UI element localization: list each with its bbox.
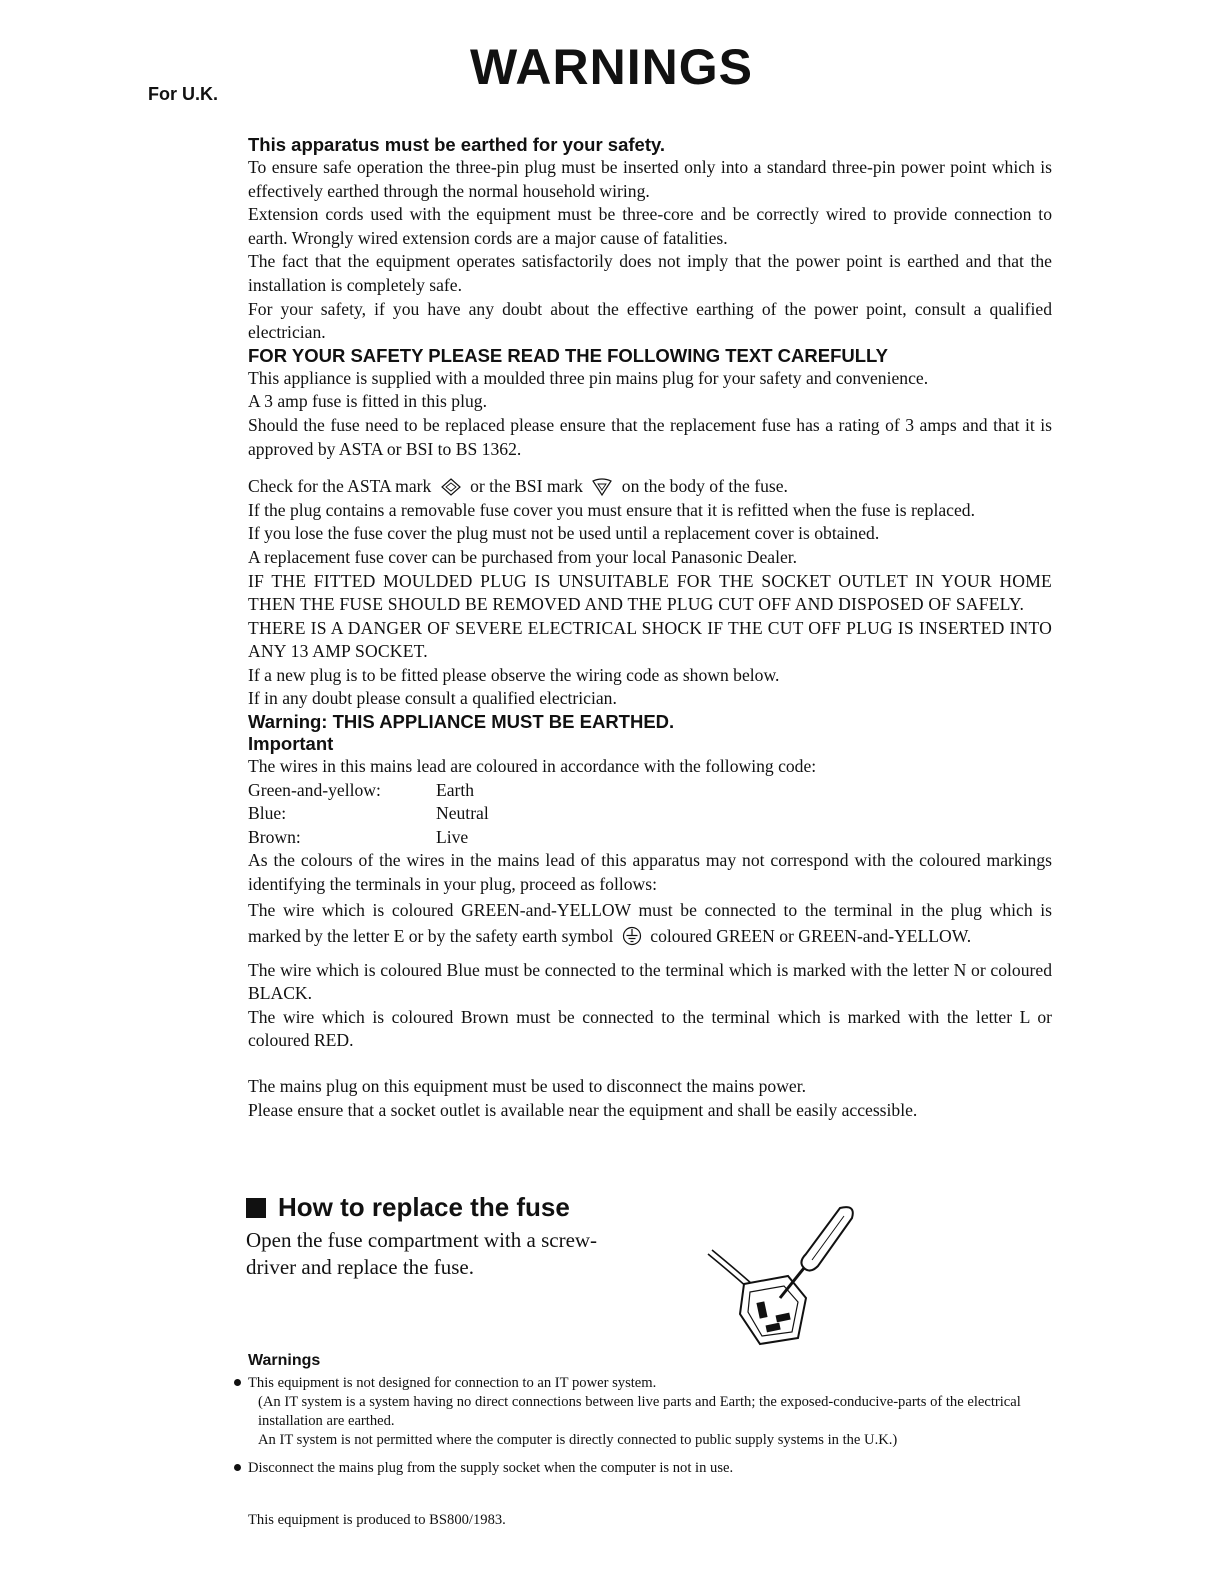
safety-paragraph-9: THERE IS A DANGER OF SEVERE ELECTRICAL SHOCK IF THE CUT OFF PLUG IS INSERTED INTO ANY 13 AMP SOCKET.	[248, 617, 1052, 662]
safety-paragraph-5: If the plug contains a removable fuse cover you must ensure that it is refitted when the fuse is replaced.	[248, 499, 975, 520]
wire-colour: Blue:	[248, 803, 287, 824]
plug-screwdriver-illustration	[700, 1202, 870, 1352]
safety-heading: FOR YOUR SAFETY PLEASE READ THE FOLLOWING TEXT CAREFULLY	[248, 344, 889, 366]
earthed-paragraph-3: The fact that the equipment operates satisfactorily does not imply that the power point is earthed and that the installation is completely safe.	[248, 251, 1052, 295]
check-marks-line	[248, 475, 1052, 499]
safety-paragraph-6: If you lose the fuse cover the plug must not be used until a replacement cover is obtained.	[248, 523, 880, 544]
asta-mark-icon	[440, 478, 462, 496]
wiring-row	[248, 826, 1052, 850]
important-paragraph-4: The wire which is coloured Brown must be connected to the terminal which is marked with the letter L or coloured RED.	[248, 1006, 1052, 1051]
warnings-item-2-text: Disconnect the mains plug from the supply socket when the computer is not in use.	[248, 1460, 734, 1476]
safety-paragraph-8: IF THE FITTED MOULDED PLUG IS UNSUITABLE FOR THE SOCKET OUTLET IN YOUR HOME THEN THE FUSE SHOULD BE REMOVED AND THE PLUG CUT OFF AND DISPOSED OF SAFELY.	[248, 570, 1052, 615]
important-paragraph-1: As the colours of the wires in the mains lead of this apparatus may not correspond with the coloured markings identifying the terminals in your plug, proceed as follows:	[248, 850, 1052, 895]
square-bullet-icon	[246, 1198, 266, 1218]
warnings-item-1	[248, 1373, 1058, 1393]
wire-meaning: Earth	[436, 779, 475, 800]
wire-colour: Brown:	[248, 826, 301, 847]
green-yellow-text-b: coloured GREEN or GREEN-and-YELLOW.	[650, 925, 972, 946]
earthed-heading: This apparatus must be earthed for your safety.	[248, 134, 666, 155]
warnings-heading: Warnings	[248, 1352, 321, 1369]
important-paragraph-6: Please ensure that a socket outlet is available near the equipment and shall be easily accessible.	[248, 1099, 918, 1120]
wiring-intro: The wires in this mains lead are coloured in accordance with the following code:	[248, 756, 817, 777]
region-label: For U.K.	[148, 84, 218, 104]
earthed-paragraph-2: Extension cords used with the equipment must be three-core and be correctly wired to provide connection to earth. Wrongly wired extension cords are a major cause of fatalities.	[248, 204, 1052, 248]
earth-symbol-icon	[622, 926, 642, 946]
page-title: WARNINGS	[470, 39, 753, 95]
bsi-kitemark-icon	[591, 478, 613, 496]
safety-paragraph-10: If a new plug is to be fitted please observe the wiring code as shown below.	[248, 664, 780, 685]
important-paragraph-2	[248, 897, 1052, 949]
wire-colour: Green-and-yellow:	[248, 779, 381, 800]
warnings-item-1-text: This equipment is not designed for connection to an IT power system.	[248, 1375, 657, 1391]
green-yellow-text-a: The wire which is coloured GREEN-and-YELLOW must be connected to the terminal in the plug which is marked by the letter E or by the safety earth symbol	[248, 899, 1052, 946]
check-text-b: or the BSI mark	[470, 476, 583, 497]
warnings-item-1-sub-1: (An IT system is a system having no direct connections between live parts and Earth; the exposed-conducive-parts of the electrical installation are earthed.	[258, 1394, 1021, 1429]
safety-paragraph-7: A replacement fuse cover can be purchased from your local Panasonic Dealer.	[248, 546, 798, 567]
safety-paragraph-2: A 3 amp fuse is fitted in this plug.	[248, 391, 487, 412]
check-text-c: on the body of the fuse.	[621, 476, 788, 497]
warnings-item-2	[248, 1458, 1058, 1478]
earthed-paragraph-1: To ensure safe operation the three-pin plug must be inserted only into a standard three-pin power point which is effectively earthed through the normal household wiring.	[248, 157, 1052, 201]
bullet-icon	[234, 1464, 241, 1471]
earthed-paragraph-4: For your safety, if you have any doubt about the effective earthing of the power point, consult a qualified electrician.	[248, 298, 1052, 343]
wire-meaning: Live	[436, 826, 469, 847]
fuse-instructions: Open the fuse compartment with a screw-driver and replace the fuse.	[246, 1228, 598, 1279]
warnings-item-1-sub-2: An IT system is not permitted where the computer is directly connected to public supply systems in the U.K.)	[258, 1432, 898, 1448]
wiring-row	[248, 779, 1052, 803]
safety-paragraph-3: Should the fuse need to be replaced please ensure that the replacement fuse has a rating of 3 amps and that it is approved by ASTA or BSI to BS 1362.	[248, 414, 1052, 459]
wire-meaning: Neutral	[436, 803, 489, 824]
warnings-section	[248, 1352, 1058, 1478]
fuse-heading: How to replace the fuse	[278, 1192, 570, 1222]
wiring-row	[248, 802, 1052, 826]
main-content	[248, 134, 1052, 1122]
bullet-icon	[234, 1379, 241, 1386]
important-paragraph-5: The mains plug on this equipment must be used to disconnect the mains power.	[248, 1076, 807, 1096]
safety-paragraph-1: This appliance is supplied with a moulded three pin mains plug for your safety and convenience.	[248, 367, 929, 388]
safety-paragraph-11: If in any doubt please consult a qualified electrician.	[248, 688, 617, 709]
important-heading: Important	[248, 733, 334, 755]
footer-note: This equipment is produced to BS800/1983.	[248, 1512, 506, 1528]
wiring-code-table	[248, 779, 1052, 850]
check-text-a: Check for the ASTA mark	[248, 476, 432, 497]
important-paragraph-3: The wire which is coloured Blue must be connected to the terminal which is marked with the letter N or coloured BLACK.	[248, 959, 1052, 1004]
warning-earthed-line: Warning: THIS APPLIANCE MUST BE EARTHED.	[248, 711, 675, 733]
